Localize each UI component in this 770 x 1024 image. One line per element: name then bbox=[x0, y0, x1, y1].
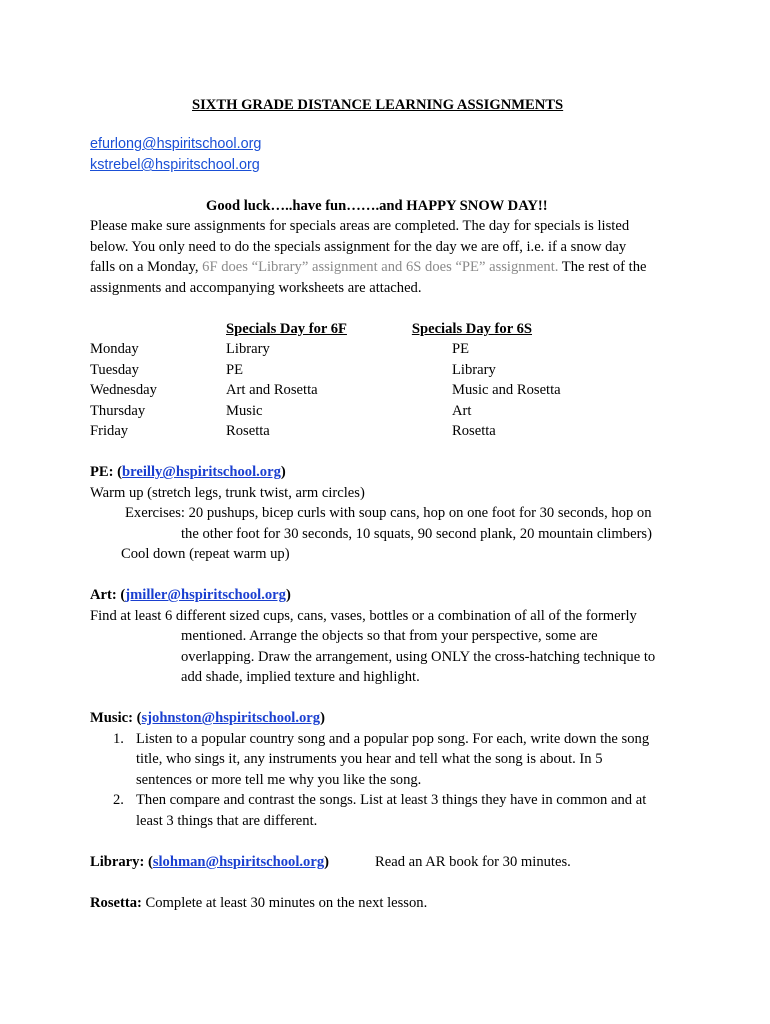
music-email-link[interactable]: sjohnston@hspiritschool.org bbox=[141, 710, 321, 726]
schedule-6s: Art bbox=[452, 403, 472, 419]
schedule-day: Thursday bbox=[90, 403, 146, 419]
teacher-email-link[interactable]: kstrebel@hspiritschool.org bbox=[90, 157, 260, 173]
music-text: sentences or more tell me why you like the song. bbox=[136, 772, 422, 788]
music-heading: Music: (sjohnston@hspiritschool.org) bbox=[90, 710, 325, 726]
rosetta-heading: Rosetta: bbox=[90, 895, 142, 911]
pe-text: Cool down (repeat warm up) bbox=[121, 546, 290, 562]
column-header-6f: Specials Day for 6F bbox=[226, 321, 347, 337]
schedule-day: Wednesday bbox=[90, 382, 157, 398]
music-text: title, who sings it, any instruments you hear and tell what the song is about. In 5 bbox=[136, 751, 603, 767]
intro-text: falls on a Monday, 6F does “Library” assignment and 6S does “PE” assignment. The rest of the bbox=[90, 259, 647, 275]
schedule-day: Friday bbox=[90, 423, 129, 439]
rosetta-text: Complete at least 30 minutes on the next lesson. bbox=[141, 895, 428, 911]
document-title: SIXTH GRADE DISTANCE LEARNING ASSIGNMENTS bbox=[192, 97, 564, 113]
schedule-day: Monday bbox=[90, 341, 139, 357]
highlighted-instruction: 6F does “Library” assignment and 6S does “PE” assignment. bbox=[202, 259, 559, 275]
pe-heading: PE: (breilly@hspiritschool.org) bbox=[90, 464, 286, 480]
art-text: add shade, implied texture and highlight. bbox=[181, 669, 420, 685]
column-header-6s: Specials Day for 6S bbox=[411, 321, 532, 337]
schedule-day: Tuesday bbox=[90, 362, 139, 378]
library-heading: Library: (slohman@hspiritschool.org) bbox=[90, 854, 329, 870]
schedule-6f: Rosetta bbox=[226, 423, 270, 439]
pe-text: Exercises: 20 pushups, bicep curls with soup cans, hop on one foot for 30 seconds, hop on bbox=[125, 505, 652, 521]
library-text: Read an AR book for 30 minutes. bbox=[375, 854, 571, 870]
pe-text: Warm up (stretch legs, trunk twist, arm circles) bbox=[90, 485, 365, 501]
schedule-6s: PE bbox=[452, 341, 470, 357]
greeting: Good luck…..have fun…….and HAPPY SNOW DAY!! bbox=[206, 198, 548, 214]
schedule-6s: Music and Rosetta bbox=[452, 382, 561, 398]
teacher-email-link[interactable]: efurlong@hspiritschool.org bbox=[90, 136, 262, 152]
library-email-link[interactable]: slohman@hspiritschool.org bbox=[152, 854, 325, 870]
art-text: mentioned. Arrange the objects so that from your perspective, some are bbox=[181, 628, 598, 644]
schedule-6f: Art and Rosetta bbox=[226, 382, 318, 398]
intro-text: below. You only need to do the specials assignment for the day we are off, i.e. if a snow day bbox=[90, 239, 627, 255]
music-text: least 3 things that are different. bbox=[136, 813, 318, 829]
list-number: 1. bbox=[113, 731, 124, 747]
art-heading: Art: (jmiller@hspiritschool.org) bbox=[90, 587, 291, 603]
art-text: Find at least 6 different sized cups, cans, vases, bottles or a combination of all of the formerly bbox=[90, 608, 637, 624]
music-text: Listen to a popular country song and a popular pop song. For each, write down the song bbox=[136, 731, 650, 747]
rosetta-line bbox=[90, 893, 427, 913]
art-text: overlapping. Draw the arrangement, using ONLY the cross-hatching technique to bbox=[181, 649, 656, 665]
art-email-link[interactable]: jmiller@hspiritschool.org bbox=[125, 587, 286, 603]
intro-text: assignments and accompanying worksheets are attached. bbox=[90, 280, 422, 296]
pe-email-link[interactable]: breilly@hspiritschool.org bbox=[122, 464, 281, 480]
schedule-6f: Library bbox=[226, 341, 270, 357]
schedule-6f: PE bbox=[226, 362, 244, 378]
schedule-6s: Rosetta bbox=[452, 423, 496, 439]
list-number: 2. bbox=[113, 792, 124, 808]
schedule-6s: Library bbox=[452, 362, 496, 378]
music-text: Then compare and contrast the songs. List at least 3 things they have in common and at bbox=[136, 792, 647, 808]
pe-text: the other foot for 30 seconds, 10 squats, 90 second plank, 20 mountain climbers) bbox=[181, 526, 652, 542]
intro-text: Please make sure assignments for specials areas are completed. The day for specials is listed bbox=[90, 218, 630, 234]
schedule-6f: Music bbox=[226, 403, 263, 419]
